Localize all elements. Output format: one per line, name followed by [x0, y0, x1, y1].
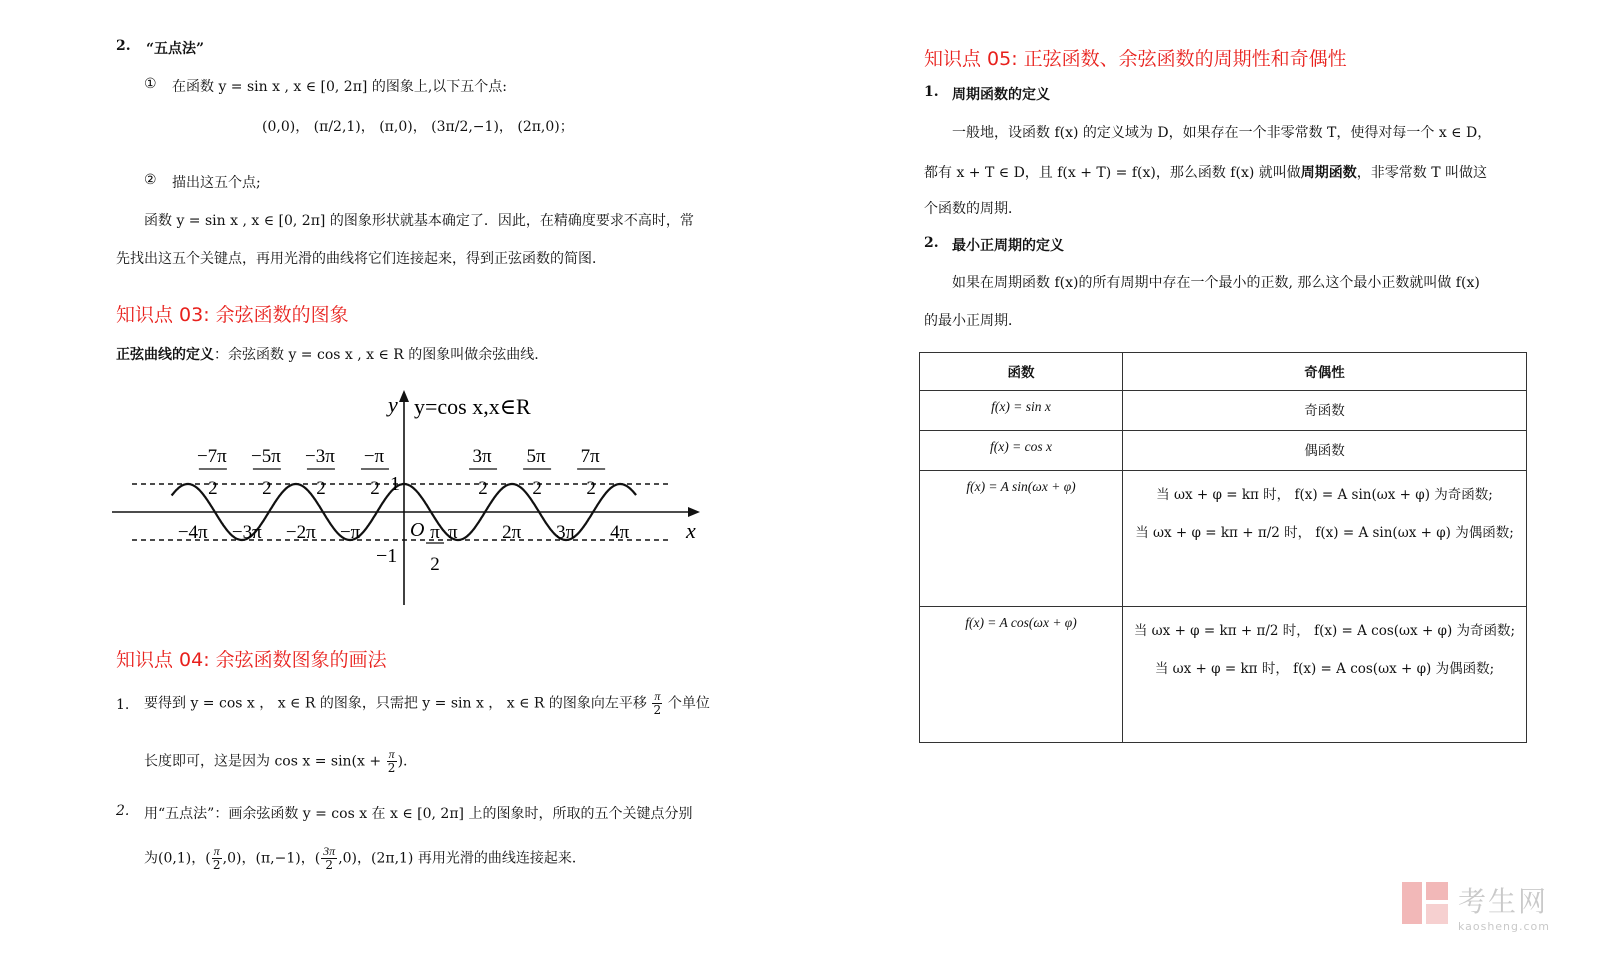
point-4: (3π/2,−1) — [431, 119, 499, 135]
cosine-graph — [112, 390, 722, 620]
point-5: (2π,0) — [517, 119, 560, 135]
upper-fraction-numerator: −5π — [251, 446, 281, 467]
p1-title: 周期函数的定义 — [952, 87, 1050, 103]
x-tick-label: π — [448, 522, 458, 543]
x-tick-label: −π — [339, 522, 361, 543]
parity-condition-odd: 当 ωx + φ = kπ 时， f(x) = A sin(ωx + φ) 为奇函数; — [1156, 487, 1493, 503]
fraction-numerator: π — [654, 689, 661, 703]
table-header-row — [920, 353, 1527, 391]
k04-heading: 知识点 04: 余弦函数图象的画法 — [116, 649, 387, 671]
upper-fraction-denominator: 2 — [586, 478, 596, 499]
watermark-domain: kaosheng.com — [1457, 920, 1550, 933]
upper-fraction-denominator: 2 — [532, 478, 542, 499]
k04-item-1-text-c: 长度即可，这是因为 cos x = sin(x + — [144, 753, 382, 770]
table-cell-function: f(x) = A cos(ωx + φ) — [920, 607, 1123, 743]
table-cell-parity: 偶函数 — [1123, 431, 1527, 471]
k04-item-2-number: 2. — [116, 803, 130, 819]
k04-item-1-number: 1. — [116, 697, 130, 713]
x-tick-label: −4π — [177, 522, 208, 543]
paragraph-line-1: 函数 y = sin x , x ∈ [0, 2π] 的图象形状就基本确定了．因此，在精确度要求不高时，常 — [144, 213, 694, 229]
y-axis-arrow — [399, 390, 409, 402]
point-3: (π,0) — [379, 119, 413, 135]
point-1: (0,0) — [262, 119, 296, 135]
p2-number: 2. — [924, 235, 939, 251]
k04-item-2-text-b: ,0)，(π,−1)，( — [222, 850, 321, 867]
p2-line-1: 如果在周期函数 f(x)的所有周期中存在一个最小的正数, 那么这个最小正数就叫做 f(x) — [952, 275, 1480, 291]
table-row — [920, 431, 1527, 471]
fraction-denominator: 2 — [325, 858, 333, 872]
item-2-text: 描出这五个点; — [172, 175, 261, 191]
upper-fraction-numerator: −7π — [196, 446, 227, 467]
p1-line-2-a: 都有 x + T ∈ D，且 f(x + T) = f(x)，那么函数 f(x) 就叫做 — [924, 165, 1301, 181]
k04-item-1-line-2 — [144, 748, 408, 775]
item-1-mark: ① — [144, 76, 157, 92]
table-cell-parity — [1123, 471, 1527, 607]
upper-fraction-denominator: 2 — [370, 478, 380, 499]
p2-line-2: 的最小正周期． — [924, 313, 1022, 329]
pi-over-2-fraction — [212, 845, 222, 872]
point-2: (π/2,1) — [313, 119, 361, 135]
fraction-numerator: π — [388, 747, 395, 761]
lower-fraction-numerator: π — [430, 522, 440, 543]
section-2-number: 2. — [116, 38, 131, 54]
k04-item-2-text-c: ,0)，(2π,1) 再用光滑的曲线连接起来． — [338, 850, 586, 867]
p1-line-2-b: ，非零常数 T 叫做这 — [1356, 165, 1488, 181]
k04-item-1-line-1 — [144, 690, 710, 717]
upper-fraction-numerator: 7π — [580, 446, 600, 467]
table-header-parity: 奇偶性 — [1123, 353, 1527, 391]
parity-condition-even: 当 ωx + φ = kπ 时， f(x) = A cos(ωx + φ) 为偶函数; — [1154, 661, 1495, 677]
upper-fraction-numerator: −π — [363, 446, 385, 467]
fraction-denominator: 2 — [387, 761, 396, 775]
k04-item-2-line-1: 用“五点法”：画余弦函数 y = cos x 在 x ∈ [0, 2π] 上的图象时，所取的五个关键点分别 — [144, 806, 693, 822]
definition-text: ：余弦函数 y = cos x , x ∈ R 的图象叫做余弦曲线. — [214, 347, 539, 363]
table-cell-parity — [1123, 607, 1527, 743]
upper-fraction-numerator: −3π — [305, 446, 335, 467]
table-cell-function: f(x) = cos x — [920, 431, 1123, 471]
watermark-logo — [1458, 880, 1550, 933]
x-axis-label: x — [686, 518, 696, 543]
upper-fraction-denominator: 2 — [262, 478, 272, 499]
origin-label: O — [410, 519, 425, 541]
x-axis-arrow — [688, 507, 700, 517]
k04-item-2-text-a: 为(0,1)，( — [144, 850, 211, 867]
p1-number: 1. — [924, 84, 939, 100]
k05-heading: 知识点 05: 正弦函数、余弦函数的周期性和奇偶性 — [924, 48, 1347, 70]
y-axis-label: y — [388, 392, 398, 417]
fraction-denominator: 2 — [653, 703, 662, 717]
x-tick-label: 2π — [502, 522, 522, 543]
fraction-numerator: 3π — [323, 844, 336, 858]
x-tick-label: 3π — [556, 522, 576, 543]
table-row — [920, 391, 1527, 431]
table-row — [920, 471, 1527, 607]
x-tick-label: −2π — [285, 522, 316, 543]
fraction-denominator: 2 — [212, 858, 221, 872]
p2-title: 最小正周期的定义 — [952, 238, 1064, 254]
five-points: (0,0)， (π/2,1)， (π,0)， (3π/2,−1)， (2π,0)； — [262, 119, 574, 135]
definition-label: 正弦曲线的定义 — [116, 347, 214, 363]
section-2-title: “五点法” — [146, 41, 205, 57]
y-tick-1: 1 — [390, 473, 400, 495]
x-tick-label: −3π — [231, 522, 262, 543]
pi-over-2-fraction — [387, 748, 397, 775]
parity-condition-odd: 当 ωx + φ = kπ + π/2 时， f(x) = A cos(ωx + φ) 为奇函数; — [1133, 623, 1516, 639]
k04-item-1-text-b: 个单位 — [667, 695, 710, 712]
upper-fraction-numerator: 3π — [472, 446, 492, 467]
item-1-text: 在函数 y = sin x , x ∈ [0, 2π] 的图象上,以下五个点: — [172, 79, 507, 95]
lower-fraction-denominator: 2 — [430, 554, 440, 575]
upper-fraction-denominator: 2 — [316, 478, 326, 499]
parity-table — [919, 352, 1527, 743]
upper-fraction-numerator: 5π — [526, 446, 546, 467]
k04-item-2-line-2 — [144, 845, 586, 872]
upper-fraction-denominator: 2 — [208, 478, 218, 499]
pi-over-2-fraction — [652, 690, 662, 717]
table-row — [920, 607, 1527, 743]
k04-item-1-text-a: 要得到 y = cos x ， x ∈ R 的图象，只需把 y = sin x ， x ∈ R 的图象向左平移 — [144, 695, 647, 712]
watermark-brand: 考生网 — [1457, 885, 1548, 918]
table-cell-function: f(x) = A sin(ωx + φ) — [920, 471, 1123, 607]
paragraph-line-2: 先找出这五个关键点，再用光滑的曲线将它们连接起来，得到正弦函数的简图． — [116, 251, 606, 267]
parity-condition-even: 当 ωx + φ = kπ + π/2 时， f(x) = A sin(ωx + φ) 为偶函数; — [1135, 525, 1514, 541]
table-header-function: 函数 — [920, 353, 1123, 391]
k04-item-1-text-d: ). — [397, 753, 408, 770]
y-tick-minus-1: −1 — [376, 545, 398, 567]
upper-fraction-denominator: 2 — [478, 478, 488, 499]
periodic-function-term: 周期函数 — [1300, 165, 1357, 181]
table-cell-parity: 奇函数 — [1123, 391, 1527, 431]
p1-line-3: 个函数的周期． — [924, 201, 1022, 217]
fraction-numerator: π — [213, 844, 220, 858]
p1-line-2 — [924, 162, 1487, 182]
x-tick-label: 4π — [610, 522, 630, 543]
watermark-logo-icon — [1400, 880, 1452, 926]
three-pi-over-2-fraction — [321, 845, 337, 872]
table-cell-function: f(x) = sin x — [920, 391, 1123, 431]
k03-definition — [116, 344, 539, 364]
p1-line-1: 一般地，设函数 f(x) 的定义域为 D，如果存在一个非零常数 T，使得对每一个 x ∈ D， — [952, 125, 1492, 141]
graph-title: y=cos x,x∈R — [414, 394, 531, 419]
k03-heading: 知识点 03: 余弦函数的图象 — [116, 304, 349, 326]
item-2-mark: ② — [144, 172, 157, 188]
